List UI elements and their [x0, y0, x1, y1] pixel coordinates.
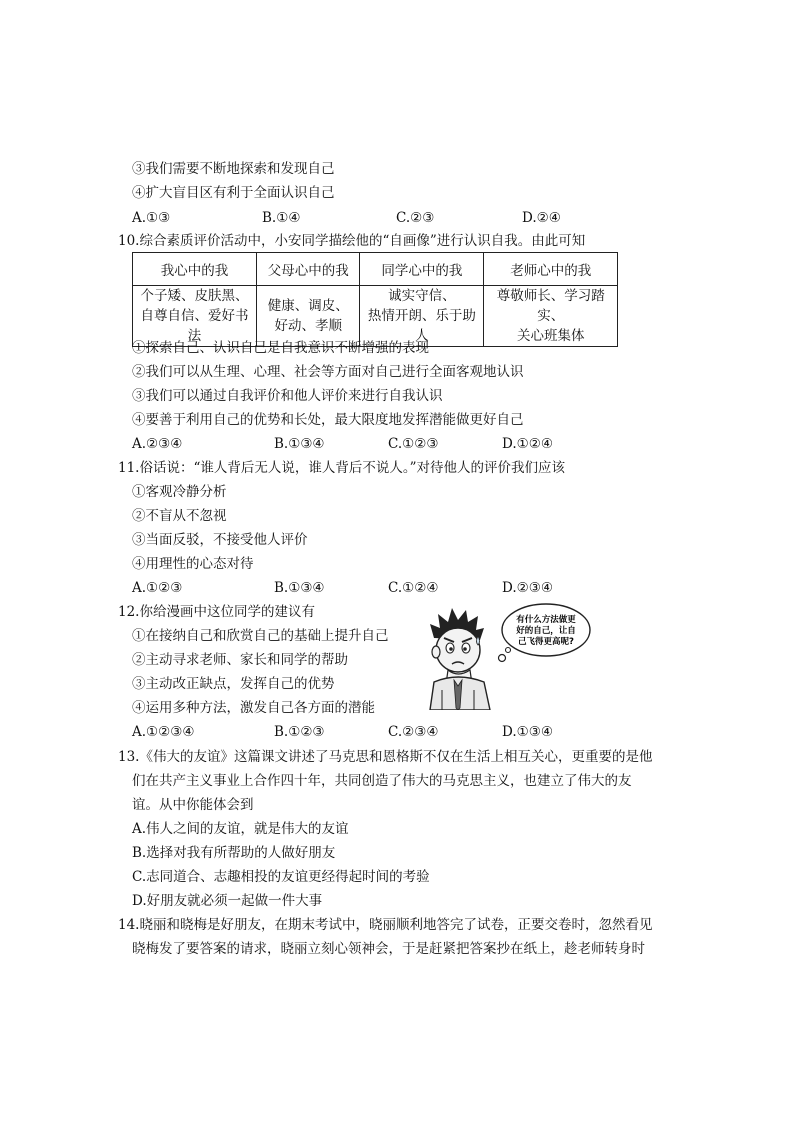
table-cell — [484, 286, 618, 347]
cell-line: 诚实守信、 — [388, 288, 456, 304]
q12-option-b: B.①②③ — [274, 724, 325, 740]
q10-statement-1: ①探索自己、认识自己是自我意识不断增强的表现 — [132, 340, 429, 356]
cell-line: 自尊自信、爱好书法 — [140, 308, 249, 344]
q10-statement-2: ②我们可以从生理、心理、社会等方面对自己进行全面客观地认识 — [132, 364, 524, 380]
cell-line: 个子矮、皮肤黑、 — [140, 288, 249, 304]
q12-stem: 12.你给漫画中这位同学的建议有 — [118, 604, 315, 620]
q9-option-a: A.①③ — [132, 210, 171, 226]
cell-line: 好动、孝顺 — [274, 318, 342, 334]
cell-line: 尊敬师长、学习踏实、 — [496, 288, 605, 324]
table-header-row — [133, 253, 618, 286]
q10-option-d: D.①②④ — [502, 436, 553, 452]
q13-option-c: C.志同道合、志趣相投的友谊更经得起时间的考验 — [132, 869, 430, 885]
q10-statement-4: ④要善于利用自己的优势和长处，最大限度地发挥潜能做更好自己 — [132, 412, 524, 428]
q12-statement-1: ①在接纳自己和欣赏自己的基础上提升自己 — [132, 628, 389, 644]
q12-option-c: C.②③④ — [388, 724, 439, 740]
table-header-cell: 我心中的我 — [133, 253, 257, 286]
bubble-line-3: 己飞得更高呢? — [518, 637, 574, 647]
q10-option-c: C.①②③ — [388, 436, 439, 452]
q12-option-a: A.①②③④ — [132, 724, 195, 740]
q13-option-b: B.选择对我有所帮助的人做好朋友 — [132, 845, 336, 861]
q12-option-d: D.①③④ — [502, 724, 553, 740]
face-icon — [436, 628, 480, 672]
q12-statement-2: ②主动寻求老师、家长和同学的帮助 — [132, 652, 348, 668]
q11-option-c: C.①②④ — [388, 580, 439, 596]
table-header-cell: 父母心中的我 — [257, 253, 360, 286]
q10-option-b: B.①③④ — [274, 436, 325, 452]
cell-line: 关心班集体 — [516, 328, 585, 344]
q9-option-b: B.①④ — [262, 210, 301, 226]
q9-option-c: C.②③ — [396, 210, 435, 226]
q12-options — [132, 722, 652, 742]
q14-stem-line-2: 晓梅发了要答案的请求，晓丽立刻心领神会，于是赶紧把答案抄在纸上，趁老师转身时 — [132, 941, 645, 957]
q11-option-b: B.①③④ — [274, 580, 325, 596]
q13-stem-line-1: 13.《伟大的友谊》这篇课文讲述了马克思和恩格斯不仅在生活上相互关心，更重要的是他 — [118, 749, 653, 765]
q13-option-d: D.好朋友就必须一起做一件大事 — [132, 893, 323, 909]
q14-stem-line-1: 14.晓丽和晓梅是好朋友，在期末考试中，晓丽顺利地答完了试卷，正要交卷时，忽然看见 — [118, 917, 653, 933]
q11-stem: 11.俗话说：“谁人背后无人说，谁人背后不说人。”对待他人的评价我们应该 — [118, 460, 566, 476]
q11-option-a: A.①②③ — [132, 580, 183, 596]
self-portrait-table — [132, 252, 618, 347]
q10-statement-3: ③我们可以通过自我评价和他人评价来进行自我认识 — [132, 388, 443, 404]
q10-option-a: A.②③④ — [132, 436, 183, 452]
q13-stem-line-2: 们在共产主义事业上合作四十年，共同创造了伟大的马克思主义，也建立了伟大的友 — [132, 773, 632, 789]
q11-statement-4: ④用理性的心态对待 — [132, 556, 254, 572]
q9-options — [132, 208, 652, 228]
q11-options — [132, 578, 652, 598]
table-header-cell: 同学心中的我 — [360, 253, 484, 286]
q11-statement-3: ③当面反驳，不接受他人评价 — [132, 532, 308, 548]
bubble-line-2: 好的自己，让自 — [516, 626, 576, 636]
worried-student-cartoon — [428, 598, 594, 710]
q9-statement-4: ④扩大盲目区有利于全面认识自己 — [132, 185, 335, 201]
cell-line: 健康、调皮、 — [267, 298, 349, 314]
q10-options — [132, 434, 652, 454]
q9-statement-3: ③我们需要不断地探索和发现自己 — [132, 161, 335, 177]
q11-option-d: D.②③④ — [502, 580, 553, 596]
q9-option-d: D.②④ — [522, 210, 561, 226]
cell-line: 热情开朗、乐于助人 — [367, 308, 476, 344]
q12-statement-3: ③主动改正缺点，发挥自己的优势 — [132, 676, 335, 692]
q11-statement-1: ①客观冷静分析 — [132, 484, 227, 500]
table-header-cell: 老师心中的我 — [484, 253, 618, 286]
bubble-line-1: 有什么方法做更 — [516, 615, 576, 625]
q12-statement-4: ④运用多种方法，激发自己各方面的潜能 — [132, 700, 375, 716]
q11-statement-2: ②不盲从不忽视 — [132, 508, 227, 524]
q10-stem: 10.综合素质评价活动中，小安同学描绘他的“自画像”进行认识自我。由此可知 — [118, 233, 586, 249]
q13-option-a: A.伟人之间的友谊，就是伟大的友谊 — [132, 821, 349, 837]
q13-stem-line-3: 谊。从中你能体会到 — [132, 797, 254, 813]
